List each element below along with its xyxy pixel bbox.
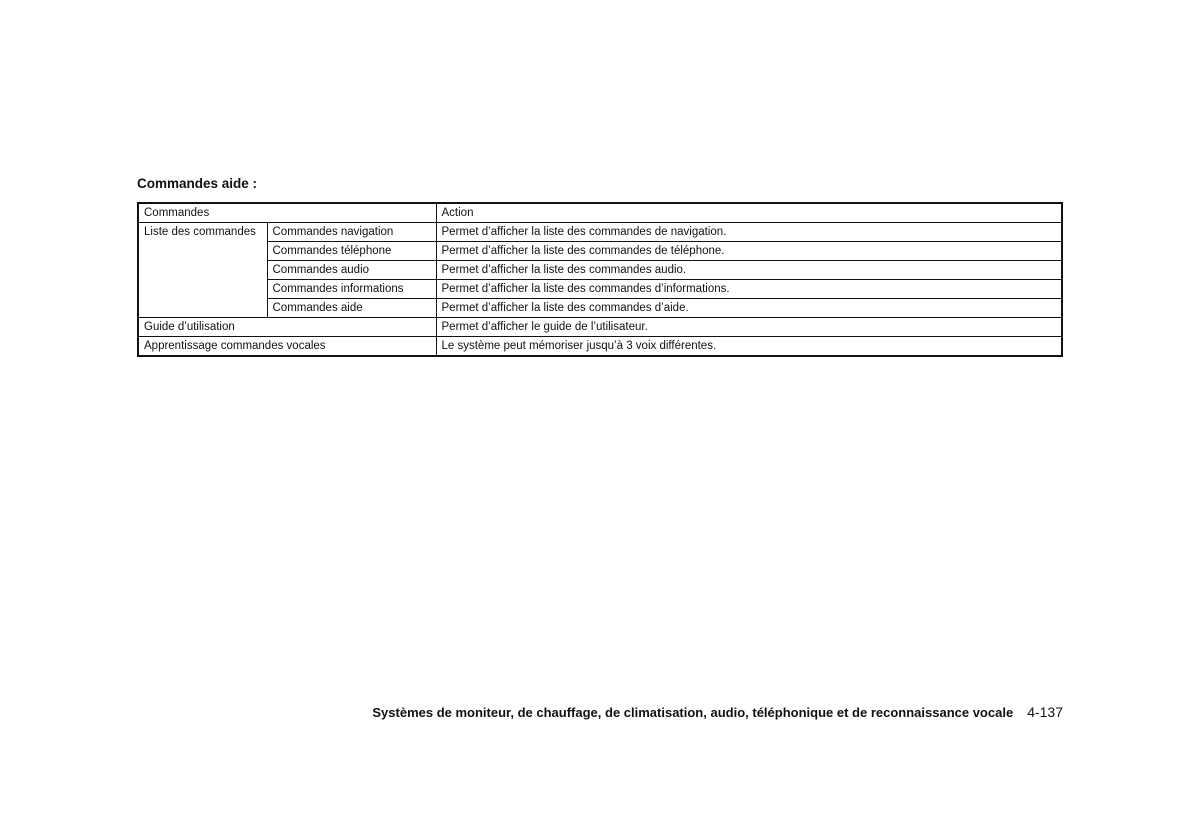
- table-row: [138, 318, 1062, 337]
- sub-command: Commandes aide: [267, 299, 436, 318]
- table-row: [138, 242, 1062, 261]
- table-row: [138, 223, 1062, 242]
- table-row: [138, 337, 1062, 357]
- action-cell: Permet d’afficher le guide de l’utilisateur.: [436, 318, 1062, 337]
- sub-command: Commandes audio: [267, 261, 436, 280]
- page-number: 4-137: [1027, 704, 1063, 720]
- command-cell: Apprentissage commandes vocales: [138, 337, 436, 357]
- chapter-title: Systèmes de moniteur, de chauffage, de climatisation, audio, téléphonique et de reconnaissance vocale: [372, 705, 1014, 720]
- command-cell: Guide d’utilisation: [138, 318, 436, 337]
- action-cell: Permet d’afficher la liste des commandes de navigation.: [436, 223, 1062, 242]
- group-label: Liste des commandes: [138, 223, 267, 318]
- action-cell: Permet d’afficher la liste des commandes audio.: [436, 261, 1062, 280]
- sub-command: Commandes navigation: [267, 223, 436, 242]
- sub-command: Commandes informations: [267, 280, 436, 299]
- table-row: [138, 280, 1062, 299]
- action-cell: Le système peut mémoriser jusqu’à 3 voix différentes.: [436, 337, 1062, 357]
- header-commands: Commandes: [138, 203, 436, 223]
- action-cell: Permet d’afficher la liste des commandes de téléphone.: [436, 242, 1062, 261]
- table-row: [138, 261, 1062, 280]
- action-cell: Permet d’afficher la liste des commandes d’aide.: [436, 299, 1062, 318]
- action-cell: Permet d’afficher la liste des commandes d’informations.: [436, 280, 1062, 299]
- header-action: Action: [436, 203, 1062, 223]
- page-footer: [372, 704, 1063, 720]
- table-header-row: [138, 203, 1062, 223]
- sub-command: Commandes téléphone: [267, 242, 436, 261]
- commands-table: [137, 202, 1063, 357]
- section-title: Commandes aide :: [137, 176, 258, 191]
- table-row: [138, 299, 1062, 318]
